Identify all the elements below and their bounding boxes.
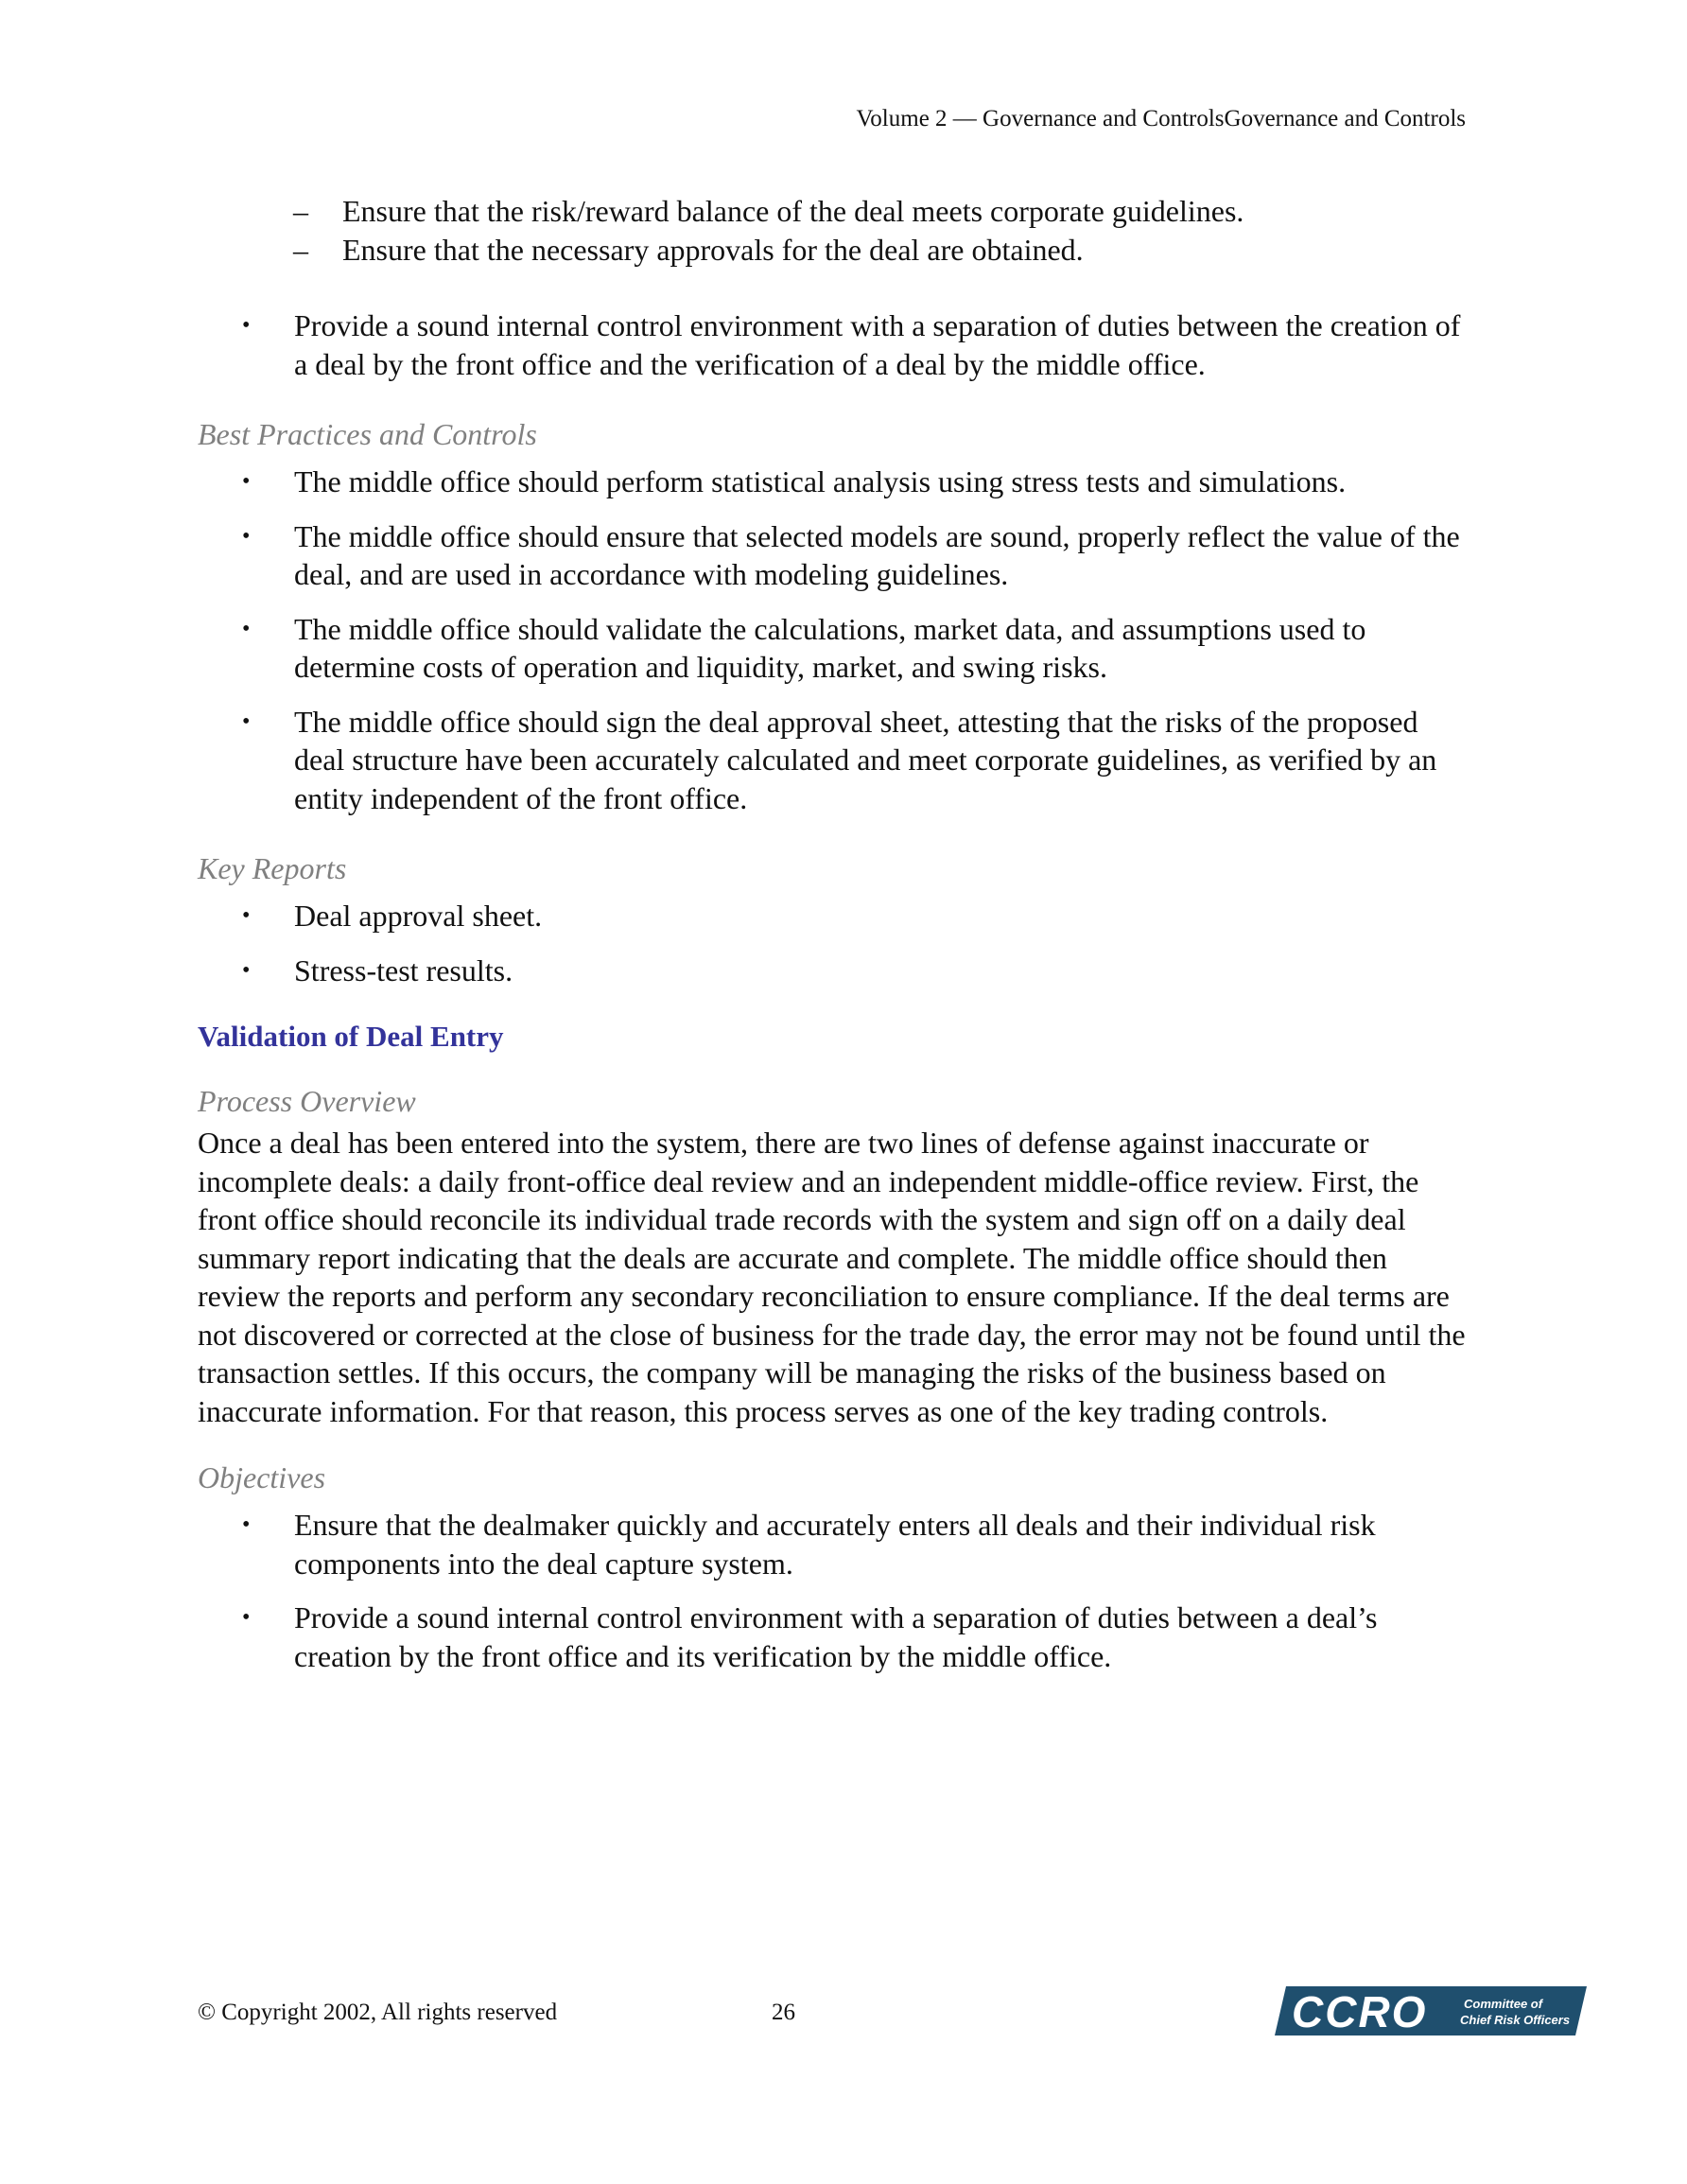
bullet-list-item [242, 897, 1470, 935]
logo-line-2: Chief Risk Officers [1460, 2013, 1571, 2027]
bullet-marker: • [242, 957, 251, 983]
key-reports-heading: Key Reports [198, 851, 347, 885]
list-item-text: The middle office should perform statistical analysis using stress tests and simulations. [294, 464, 1347, 498]
key-reports-list [242, 897, 1470, 989]
bullet-list [242, 306, 1470, 383]
list-item-text: Stress-test results. [294, 952, 513, 987]
bullet-marker: • [242, 1512, 251, 1537]
bullet-marker: • [242, 469, 251, 494]
list-item-text: Deal approval sheet. [294, 899, 543, 933]
list-item-text: Ensure that the dealmaker quickly and accurately enters all deals and their individual risk components into the deal capture system. [294, 1508, 1376, 1581]
running-head: Volume 2 — Governance and ControlsGovernance and Controls [856, 106, 1466, 131]
dash-list-item [293, 231, 1470, 270]
list-item-text: Ensure that the risk/reward balance of the deal meets corporate guidelines. [342, 194, 1244, 228]
bullet-marker: • [242, 523, 251, 549]
bullet-list-item [242, 1599, 1470, 1675]
process-overview-paragraph: Once a deal has been entered into the system, there are two lines of defense against inaccurate or incomplete deals: a daily front-office deal review and an independent middle-office review. First, the front office should reconcile its individual trade records with the system and sign off on a daily deal summary report indicating that the deals are accurate and complete. The middle office should then review the reports and perform any secondary reconciliation to ensure compliance. If the deal terms are not discovered or corrected at the close of business for the trade day, the error may not be found until the transaction settles. If this occurs, the company will be managing the risks of the business based on inaccurate information. For that reason, this process serves as one of the key trading controls. [198, 1126, 1466, 1428]
objectives-heading: Objectives [198, 1460, 326, 1494]
bullet-list-item [242, 463, 1470, 501]
list-item-text: Provide a sound internal control environment with a separation of duties between the creation of a deal by the front office and the verification of a deal by the middle office. [294, 308, 1461, 381]
dash-list-item [293, 192, 1470, 231]
bullet-marker: • [242, 1605, 251, 1630]
bullet-list-item [242, 1506, 1470, 1582]
bullet-list-item [242, 703, 1470, 818]
list-item-text: Ensure that the necessary approvals for the deal are obtained. [342, 232, 1084, 267]
bullet-list-item [242, 952, 1470, 990]
bullet-list-item [242, 610, 1470, 687]
ccro-logo [1275, 1983, 1587, 2039]
copyright-notice: © Copyright 2002, All rights reserved [198, 2000, 558, 2025]
section-heading: Validation of Deal Entry [198, 1020, 504, 1053]
dash-marker: – [293, 194, 308, 228]
list-item-text: The middle office should ensure that selected models are sound, properly reflect the value of the deal, and are used in accordance with modeling guidelines. [294, 518, 1460, 591]
bullet-marker: • [242, 313, 251, 338]
page-content [198, 192, 1470, 1675]
dash-list [293, 192, 1470, 269]
logo-line-1: Committee of [1464, 1997, 1543, 2011]
bullet-marker: • [242, 708, 251, 734]
bullet-list-item [242, 517, 1470, 594]
dash-marker: – [293, 232, 308, 267]
page-number: 26 [772, 2000, 795, 2025]
bullet-marker: • [242, 616, 251, 641]
process-overview-heading: Process Overview [198, 1084, 416, 1118]
bullet-marker: • [242, 903, 251, 928]
list-item-text: The middle office should validate the calculations, market data, and assumptions used to determine costs of operation and liquidity, market, and swing risks. [294, 611, 1366, 684]
list-item-text: Provide a sound internal control environment with a separation of duties between a deal’s creation by the front office and its verification by the middle office. [294, 1600, 1378, 1673]
bullet-list-item [242, 306, 1470, 383]
objectives-list [242, 1506, 1470, 1675]
best-practices-list [242, 463, 1470, 817]
best-practices-heading: Best Practices and Controls [198, 417, 537, 451]
list-item-text: The middle office should sign the deal approval sheet, attesting that the risks of the proposed deal structure have been accurately calculated and meet corporate guidelines, as verified by an entity independent of the front office. [294, 704, 1437, 815]
logo-letters: CCRO [1292, 1987, 1428, 2036]
